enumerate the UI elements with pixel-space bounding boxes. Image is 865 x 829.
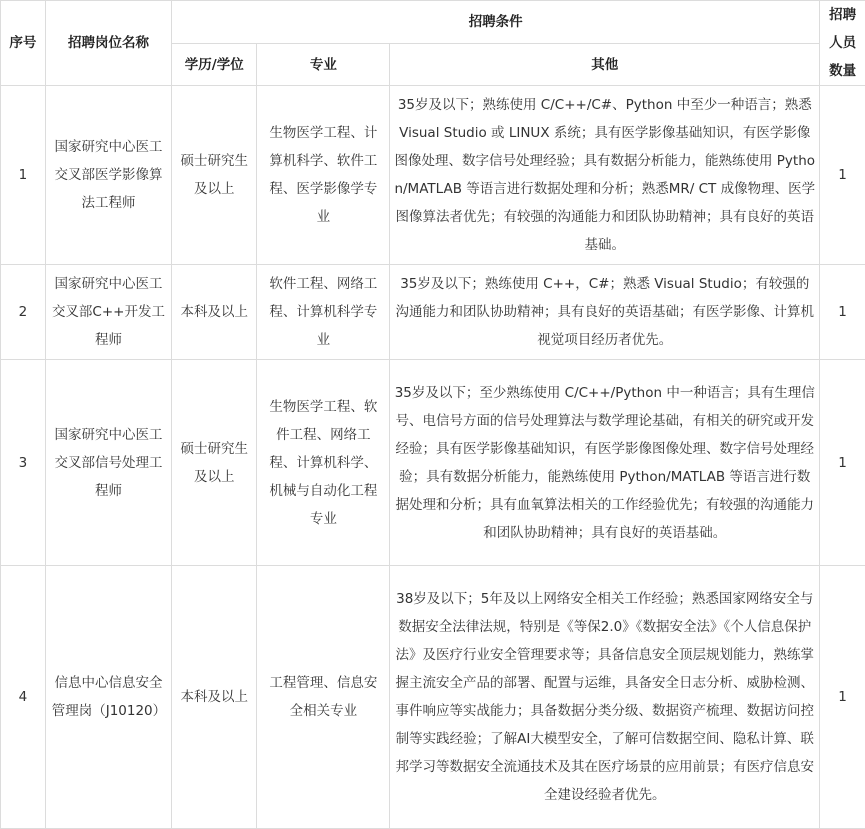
header-other: 其他 — [390, 44, 820, 86]
header-degree: 学历/学位 — [172, 44, 257, 86]
row-other: 35岁及以下；熟练使用 C/C++/C#、Python 中至少一种语言；熟悉 Visual Studio 或 LINUX 系统；具有医学影像基础知识，有医学影像图像处理、数字信号处理经验；具有数据分析能力，能熟练使用 Python/MATLAB 等语言进行数据处理和分析；熟悉MR/ CT 成像物理、医学图像算法者优先；有较强的沟通能力和团队协助精神；具有良好的英语基础。 — [390, 86, 820, 265]
row-degree: 硕士研究生及以上 — [172, 360, 257, 566]
row-count: 1 — [820, 86, 865, 265]
table-row — [1, 265, 865, 360]
row-position: 国家研究中心医工交叉部医学影像算法工程师 — [45, 86, 172, 265]
header-index: 序号 — [1, 1, 46, 86]
row-major: 工程管理、信息安全相关专业 — [257, 566, 390, 829]
header-major: 专业 — [257, 44, 390, 86]
row-position: 国家研究中心医工交叉部C++开发工程师 — [45, 265, 172, 360]
row-count: 1 — [820, 360, 865, 566]
table-row — [1, 86, 865, 265]
row-index: 1 — [1, 86, 46, 265]
row-other: 38岁及以下；5年及以上网络安全相关工作经验；熟悉国家网络安全与数据安全法律法规，特别是《等保2.0》《数据安全法》《个人信息保护法》及医疗行业安全管理要求等；具备信息安全顶层规划能力，熟练掌握主流安全产品的部署、配置与运维，具备安全日志分析、威胁检测、事件响应等实战能力；具备数据分类分级、数据资产梳理、数据访问控制等实践经验；了解AI大模型安全，了解可信数据空间、隐私计算、联邦学习等数据安全流通技术及其在医疗场景的应用前景；有医疗信息安全建设经验者优先。 — [390, 566, 820, 829]
row-degree: 本科及以上 — [172, 265, 257, 360]
row-degree: 硕士研究生及以上 — [172, 86, 257, 265]
header-conditions: 招聘条件 — [172, 1, 820, 44]
row-count: 1 — [820, 566, 865, 829]
row-index: 3 — [1, 360, 46, 566]
header-position: 招聘岗位名称 — [45, 1, 172, 86]
row-other: 35岁及以下；熟练使用 C++，C#；熟悉 Visual Studio；有较强的沟通能力和团队协助精神；具有良好的英语基础；有医学影像、计算机视觉项目经历者优先。 — [390, 265, 820, 360]
row-position: 信息中心信息安全管理岗（J10120） — [45, 566, 172, 829]
row-count: 1 — [820, 265, 865, 360]
row-position: 国家研究中心医工交叉部信号处理工程师 — [45, 360, 172, 566]
table-row — [1, 566, 865, 829]
row-degree: 本科及以上 — [172, 566, 257, 829]
table-row — [1, 360, 865, 566]
row-other: 35岁及以下；至少熟练使用 C/C++/Python 中一种语言；具有生理信号、电信号方面的信号处理算法与数学理论基础，有相关的研究或开发经验；具有医学影像基础知识，有医学影像图像处理、数字信号处理经验；具有数据分析能力，能熟练使用 Python/MATLAB 等语言进行数据处理和分析；具有血氧算法相关的工作经验优先；有较强的沟通能力和团队协助精神；具有良好的英语基础。 — [390, 360, 820, 566]
row-major: 生物医学工程、计算机科学、软件工程、医学影像学专业 — [257, 86, 390, 265]
header-count: 招聘人员数量 — [820, 1, 865, 86]
row-major: 软件工程、网络工程、计算机科学专业 — [257, 265, 390, 360]
row-major: 生物医学工程、软件工程、网络工程、计算机科学、机械与自动化工程专业 — [257, 360, 390, 566]
row-index: 2 — [1, 265, 46, 360]
row-index: 4 — [1, 566, 46, 829]
